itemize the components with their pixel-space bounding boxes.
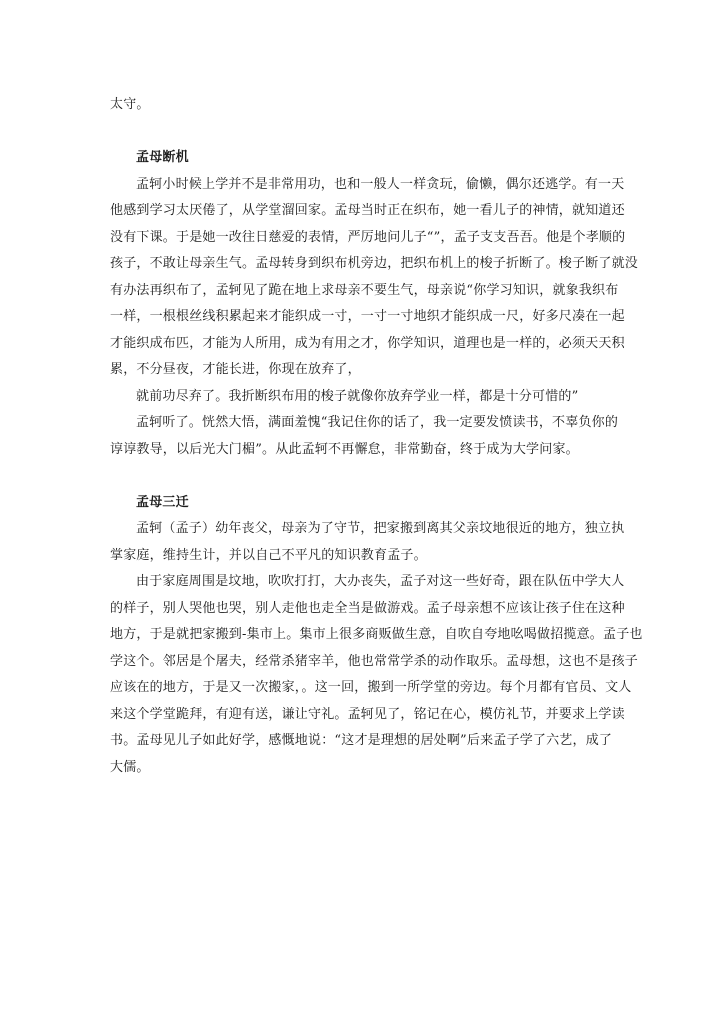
paragraph-line: 大儒。 xyxy=(110,759,150,775)
intro-line: 太守。 xyxy=(110,97,150,112)
paragraph-line: 孟轲小时候上学并不是非常用功，也和一般人一样贪玩，偷懒，偶尔还逃学。有一天 xyxy=(136,176,625,192)
paragraph-line: 有办法再织布了，孟轲见了跪在地上求母亲不要生气，母亲说“你学习知识，就象我织布 xyxy=(110,282,619,298)
paragraph-line: 没有下课。于是她一改往日慈爱的表情，严厉地问儿子“”，孟子支支吾吾。他是个孝顺的 xyxy=(110,229,626,245)
paragraph-line: 书。孟母见儿子如此好学，感慨地说：“这才是理想的居处啊”后来孟子学了六艺，成了 xyxy=(110,733,613,748)
section-title-mengmu-sanqian: 孟母三迁 xyxy=(136,494,189,510)
paragraph-line: 学这个。邻居是个屠夫，经常杀猪宰羊，他也常常学杀的动作取乐。孟母想，这也不是孩子 xyxy=(110,653,639,669)
paragraph-line: 才能织成布匹，才能为人所用，成为有用之才，你学知识，道理也是一样的，必须天天积 xyxy=(110,335,625,351)
spacer xyxy=(110,119,620,146)
paragraph-line: 累，不分昼夜，才能长进，你现在放弃了， xyxy=(110,362,361,377)
paragraph-line: 一样，一根根丝线积累起来才能织成一寸，一寸一寸地织才能织成一尺，好多尺凑在一起 xyxy=(110,309,625,324)
paragraph-line: 他感到学习太厌倦了，从学堂溜回家。孟母当时正在织布，她一看儿子的神情，就知道还 xyxy=(110,203,625,218)
paragraph-line: 掌家庭，维持生计，并以自己不平凡的知识教育孟子。 xyxy=(110,547,427,563)
paragraph-line: 孩子，不敢让母亲生气。孟母转身到织布机旁边，把织布机上的梭子折断了。梭子断了就没 xyxy=(110,256,639,271)
paragraph-line: 由于家庭周围是坟地，吹吹打打，大办丧失，孟子对这一些好奇，跟在队伍中学大人 xyxy=(136,574,625,589)
paragraph-line: 来这个学堂跪拜，有迎有送，谦让守礼。孟轲见了，铭记在心，模仿礼节，并要求上学读 xyxy=(110,706,625,722)
paragraph-line: 孟轲听了。恍然大悟，满面羞愧“我记住你的话了，我一定要发愤读书，不辜负你的 xyxy=(136,415,619,430)
paragraph-line: 谆谆教导，以后光大门楣”。从此孟轲不再懈怠，非常勤奋，终于成为大学问家。 xyxy=(110,441,579,457)
paragraph-line: 孟轲（孟子）幼年丧父，母亲为了守节，把家搬到离其父亲坟地很近的地方，独立执 xyxy=(136,521,625,536)
paragraph-line: 就前功尽弃了。我折断织布用的梭子就像你放弃学业一样，都是十分可惜的” xyxy=(136,388,579,404)
section-title-mengmu-duanji: 孟母断机 xyxy=(136,150,189,165)
paragraph-line: 的样子，别人哭他也哭，别人走他也走全当是做游戏。孟子母亲想不应该让孩子住在这种 xyxy=(110,600,625,616)
paragraph-line: 地方，于是就把家搬到-集市上。集市上很多商贩做生意，自吹自夸地吆喝做招揽意。孟子也 xyxy=(110,627,643,642)
document-body xyxy=(110,92,643,781)
paragraph-line: 应该在的地方，于是又一次搬家，。这一回，搬到一所学堂的旁边。每个月都有官员、文人 xyxy=(110,680,632,695)
spacer xyxy=(110,463,620,490)
